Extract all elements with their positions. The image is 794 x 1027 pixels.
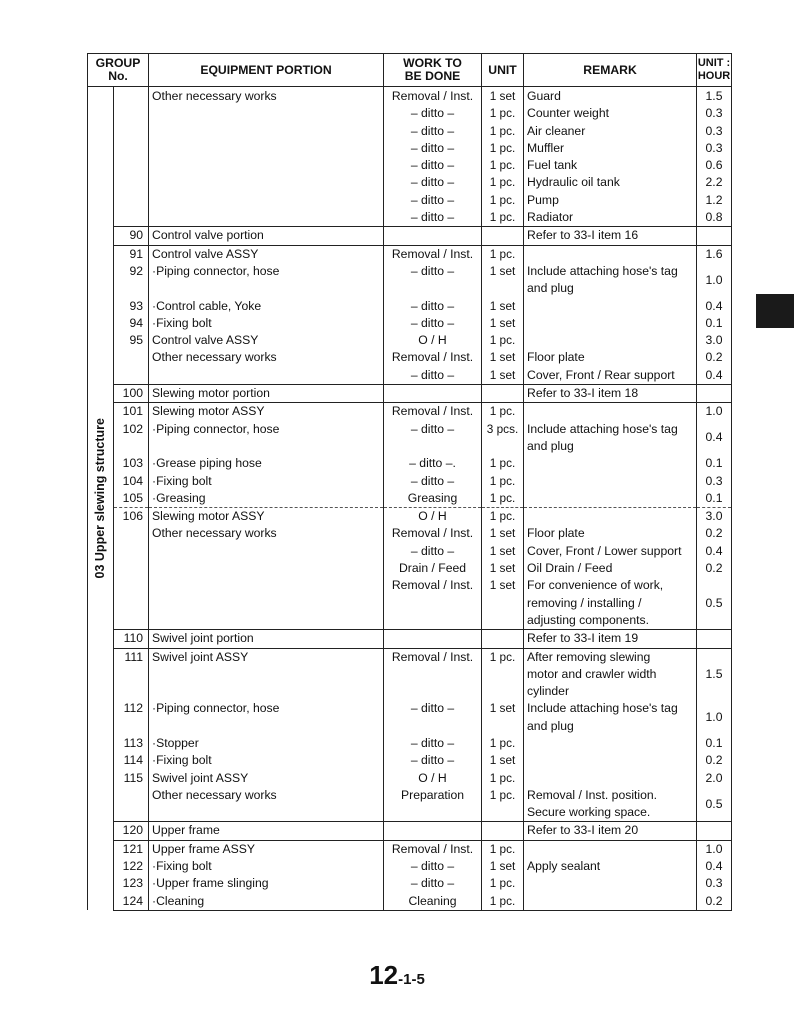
unit-cell: 1 pc. (482, 332, 524, 349)
remark-cell (524, 508, 697, 526)
row-number: 123 (114, 875, 149, 892)
unit-hour-cell (697, 630, 732, 648)
table-row (88, 349, 732, 366)
table-row (88, 525, 732, 542)
row-number (114, 140, 149, 157)
equipment-portion-cell: Other necessary works (149, 87, 384, 106)
row-number (114, 787, 149, 822)
row-number: 102 (114, 421, 149, 456)
work-to-be-done-cell: – ditto – (384, 192, 482, 209)
work-to-be-done-cell: – ditto – (384, 752, 482, 769)
unit-hour-cell: 2.2 (697, 174, 732, 191)
equipment-portion-cell: Other necessary works (149, 349, 384, 366)
row-number: 105 (114, 490, 149, 508)
equipment-portion-cell (149, 577, 384, 629)
row-number: 94 (114, 315, 149, 332)
unit-cell: 1 set (482, 263, 524, 298)
equipment-portion-cell: ·Piping connector, hose (149, 700, 384, 735)
work-to-be-done-cell: Removal / Inst. (384, 577, 482, 629)
table-body (88, 87, 732, 911)
unit-hour-cell: 0.2 (697, 893, 732, 911)
work-to-be-done-cell: Removal / Inst. (384, 403, 482, 421)
table-row (88, 508, 732, 526)
unit-hour-cell (697, 822, 732, 840)
row-number: 91 (114, 245, 149, 263)
table-row (88, 298, 732, 315)
work-to-be-done-cell: – ditto – (384, 157, 482, 174)
work-to-be-done-cell: Cleaning (384, 893, 482, 911)
remark-cell (524, 875, 697, 892)
row-number (114, 560, 149, 577)
table-row (88, 700, 732, 735)
table-row (88, 473, 732, 490)
unit-cell: 1 set (482, 367, 524, 385)
equipment-portion-cell: Control valve ASSY (149, 245, 384, 263)
unit-hour-cell: 0.5 (697, 577, 732, 629)
unit-cell: 1 pc. (482, 473, 524, 490)
header-remark-label: REMARK (583, 62, 637, 77)
page-number-sub: -1-5 (398, 971, 425, 988)
remark-cell: Floor plate (524, 349, 697, 366)
table-row (88, 490, 732, 508)
unit-cell (482, 630, 524, 648)
work-to-be-done-cell: – ditto – (384, 735, 482, 752)
work-to-be-done-cell: – ditto – (384, 298, 482, 315)
row-number: 111 (114, 648, 149, 700)
row-number: 113 (114, 735, 149, 752)
table-row (88, 875, 732, 892)
unit-hour-cell: 0.3 (697, 473, 732, 490)
table-row (88, 630, 732, 648)
remark-cell: Radiator (524, 209, 697, 227)
unit-cell: 1 set (482, 577, 524, 629)
unit-hour-cell: 0.3 (697, 875, 732, 892)
work-to-be-done-cell: – ditto – (384, 700, 482, 735)
unit-hour-cell: 0.4 (697, 298, 732, 315)
unit-hour-cell: 0.1 (697, 735, 732, 752)
unit-cell: 1 pc. (482, 140, 524, 157)
work-to-be-done-cell: – ditto – (384, 875, 482, 892)
table-row (88, 543, 732, 560)
row-number: 124 (114, 893, 149, 911)
remark-cell (524, 770, 697, 787)
header-group-no (88, 54, 149, 87)
work-to-be-done-cell: – ditto – (384, 105, 482, 122)
equipment-portion-cell: ·Cleaning (149, 893, 384, 911)
equipment-portion-cell: Control valve portion (149, 227, 384, 245)
unit-hour-cell: 0.2 (697, 560, 732, 577)
work-to-be-done-cell: – ditto – (384, 209, 482, 227)
header-unit-label: UNIT (488, 62, 517, 77)
unit-hour-cell: 3.0 (697, 508, 732, 526)
unit-cell: 1 pc. (482, 648, 524, 700)
header-remark (524, 54, 697, 87)
unit-cell: 1 set (482, 752, 524, 769)
remark-cell (524, 455, 697, 472)
unit-cell (482, 227, 524, 245)
header-group-label: GROUP No. (95, 56, 141, 83)
equipment-portion-cell: ·Fixing bolt (149, 752, 384, 769)
unit-hour-cell: 0.4 (697, 858, 732, 875)
work-to-be-done-cell: Greasing (384, 490, 482, 508)
unit-cell: 1 set (482, 560, 524, 577)
table-row (88, 315, 732, 332)
equipment-portion-cell (149, 192, 384, 209)
header-unit-hour (697, 54, 732, 87)
work-to-be-done-cell: – ditto – (384, 263, 482, 298)
equipment-portion-cell (149, 105, 384, 122)
row-number (114, 192, 149, 209)
unit-cell: 1 pc. (482, 192, 524, 209)
equipment-portion-cell (149, 123, 384, 140)
table-row (88, 87, 732, 106)
unit-hour-cell: 1.0 (697, 840, 732, 858)
equipment-portion-cell: Slewing motor portion (149, 385, 384, 403)
unit-cell: 1 pc. (482, 840, 524, 858)
equipment-portion-cell: ·Grease piping hose (149, 455, 384, 472)
work-hours-sheet (87, 53, 731, 911)
row-number (114, 525, 149, 542)
work-to-be-done-cell: – ditto – (384, 315, 482, 332)
table-row (88, 840, 732, 858)
equipment-portion-cell: Swivel joint ASSY (149, 648, 384, 700)
header-hour-label: UNIT : HOUR (697, 57, 731, 82)
remark-cell: Fuel tank (524, 157, 697, 174)
unit-cell: 1 pc. (482, 245, 524, 263)
table-row (88, 648, 732, 700)
row-number: 90 (114, 227, 149, 245)
row-number (114, 105, 149, 122)
row-number (114, 577, 149, 629)
equipment-portion-cell: Swivel joint ASSY (149, 770, 384, 787)
table-row (88, 858, 732, 875)
equipment-portion-cell: ·Piping connector, hose (149, 421, 384, 456)
work-to-be-done-cell: Removal / Inst. (384, 349, 482, 366)
unit-hour-cell (697, 385, 732, 403)
remark-cell (524, 332, 697, 349)
unit-hour-cell (697, 227, 732, 245)
remark-cell: Floor plate (524, 525, 697, 542)
table-row (88, 209, 732, 227)
unit-cell: 1 pc. (482, 787, 524, 822)
unit-hour-cell: 1.0 (697, 403, 732, 421)
work-to-be-done-cell: – ditto – (384, 367, 482, 385)
table-row (88, 577, 732, 629)
unit-hour-cell: 0.4 (697, 367, 732, 385)
unit-hour-cell: 0.2 (697, 752, 732, 769)
unit-cell: 1 pc. (482, 893, 524, 911)
work-to-be-done-cell: Preparation (384, 787, 482, 822)
table-row (88, 735, 732, 752)
unit-hour-cell: 1.0 (697, 700, 732, 735)
table-row (88, 403, 732, 421)
remark-cell: Muffler (524, 140, 697, 157)
remark-cell: For convenience of work, removing / installing / adjusting components. (524, 577, 697, 629)
header-equipment-label: EQUIPMENT PORTION (200, 62, 332, 77)
remark-cell: Include attaching hose's tag and plug (524, 700, 697, 735)
equipment-portion-cell: Upper frame (149, 822, 384, 840)
row-number: 103 (114, 455, 149, 472)
remark-cell: Refer to 33-I item 18 (524, 385, 697, 403)
row-number: 92 (114, 263, 149, 298)
row-number: 120 (114, 822, 149, 840)
unit-hour-cell: 0.5 (697, 787, 732, 822)
remark-cell: Include attaching hose's tag and plug (524, 421, 697, 456)
equipment-portion-cell: Slewing motor ASSY (149, 508, 384, 526)
unit-cell: 1 pc. (482, 735, 524, 752)
unit-cell: 1 set (482, 349, 524, 366)
unit-cell: 1 pc. (482, 123, 524, 140)
unit-hour-cell: 1.5 (697, 87, 732, 106)
unit-hour-cell: 0.8 (697, 209, 732, 227)
work-to-be-done-cell: O / H (384, 508, 482, 526)
unit-cell: 1 set (482, 315, 524, 332)
remark-cell: Apply sealant (524, 858, 697, 875)
unit-cell: 1 pc. (482, 174, 524, 191)
row-number: 93 (114, 298, 149, 315)
equipment-portion-cell (149, 174, 384, 191)
unit-hour-cell: 0.3 (697, 140, 732, 157)
remark-cell: Guard (524, 87, 697, 106)
equipment-portion-cell: ·Fixing bolt (149, 473, 384, 490)
table-row (88, 105, 732, 122)
page-number-main: 12 (369, 960, 399, 990)
table-row (88, 332, 732, 349)
unit-cell: 1 pc. (482, 455, 524, 472)
unit-hour-cell: 0.1 (697, 455, 732, 472)
table-row (88, 157, 732, 174)
unit-cell (482, 822, 524, 840)
work-to-be-done-cell: – ditto – (384, 421, 482, 456)
group-cell (88, 87, 114, 911)
table-row (88, 822, 732, 840)
unit-hour-cell: 0.1 (697, 490, 732, 508)
table-row (88, 421, 732, 456)
unit-hour-cell: 2.0 (697, 770, 732, 787)
equipment-portion-cell: ·Stopper (149, 735, 384, 752)
remark-cell (524, 490, 697, 508)
table-row (88, 192, 732, 209)
remark-cell (524, 893, 697, 911)
unit-cell: 1 pc. (482, 490, 524, 508)
row-number (114, 123, 149, 140)
unit-cell: 3 pcs. (482, 421, 524, 456)
equipment-portion-cell: ·Control cable, Yoke (149, 298, 384, 315)
remark-cell (524, 473, 697, 490)
equipment-portion-cell: ·Fixing bolt (149, 858, 384, 875)
work-to-be-done-cell: Removal / Inst. (384, 245, 482, 263)
work-to-be-done-cell: O / H (384, 770, 482, 787)
table-row (88, 367, 732, 385)
remark-cell (524, 298, 697, 315)
row-number (114, 209, 149, 227)
work-to-be-done-cell (384, 630, 482, 648)
equipment-portion-cell: Upper frame ASSY (149, 840, 384, 858)
remark-cell: Cover, Front / Rear support (524, 367, 697, 385)
remark-cell (524, 315, 697, 332)
unit-hour-cell: 1.6 (697, 245, 732, 263)
header-unit (482, 54, 524, 87)
table-row (88, 893, 732, 911)
remark-cell: Hydraulic oil tank (524, 174, 697, 191)
equipment-portion-cell: Other necessary works (149, 525, 384, 542)
row-number: 100 (114, 385, 149, 403)
work-to-be-done-cell: – ditto – (384, 858, 482, 875)
unit-cell: 1 pc. (482, 875, 524, 892)
remark-cell: Counter weight (524, 105, 697, 122)
equipment-portion-cell: ·Greasing (149, 490, 384, 508)
header-equipment-portion (149, 54, 384, 87)
remark-cell: Air cleaner (524, 123, 697, 140)
row-number: 95 (114, 332, 149, 349)
remark-cell: Pump (524, 192, 697, 209)
table-row (88, 140, 732, 157)
table-row (88, 787, 732, 822)
equipment-portion-cell: ·Upper frame slinging (149, 875, 384, 892)
equipment-portion-cell: ·Piping connector, hose (149, 263, 384, 298)
remark-cell (524, 403, 697, 421)
work-to-be-done-cell (384, 822, 482, 840)
work-to-be-done-cell: Removal / Inst. (384, 87, 482, 106)
row-number: 110 (114, 630, 149, 648)
unit-cell (482, 385, 524, 403)
work-to-be-done-cell: Removal / Inst. (384, 840, 482, 858)
unit-hour-cell: 1.5 (697, 648, 732, 700)
remark-cell (524, 245, 697, 263)
row-number: 122 (114, 858, 149, 875)
work-to-be-done-cell: Drain / Feed (384, 560, 482, 577)
table-row (88, 245, 732, 263)
unit-hour-cell: 0.3 (697, 105, 732, 122)
table-row (88, 455, 732, 472)
remark-cell: Oil Drain / Feed (524, 560, 697, 577)
work-to-be-done-cell: – ditto –. (384, 455, 482, 472)
header-work-to-be-done (384, 54, 482, 87)
row-number (114, 367, 149, 385)
table-row (88, 770, 732, 787)
row-number (114, 543, 149, 560)
row-number: 114 (114, 752, 149, 769)
unit-hour-cell: 0.3 (697, 123, 732, 140)
equipment-portion-cell: Slewing motor ASSY (149, 403, 384, 421)
section-tab-marker (756, 294, 794, 328)
remark-cell (524, 735, 697, 752)
header-work-label: WORK TO BE DONE (403, 56, 462, 83)
table-row (88, 560, 732, 577)
work-to-be-done-cell: – ditto – (384, 543, 482, 560)
unit-cell: 1 set (482, 525, 524, 542)
unit-cell: 1 set (482, 700, 524, 735)
equipment-portion-cell (149, 157, 384, 174)
remark-cell: Removal / Inst. position. Secure working space. (524, 787, 697, 822)
equipment-portion-cell: Other necessary works (149, 787, 384, 822)
unit-hour-cell: 0.2 (697, 349, 732, 366)
unit-hour-cell: 3.0 (697, 332, 732, 349)
work-to-be-done-cell: – ditto – (384, 174, 482, 191)
table-row (88, 263, 732, 298)
row-number: 115 (114, 770, 149, 787)
equipment-portion-cell: Control valve ASSY (149, 332, 384, 349)
unit-hour-cell: 0.4 (697, 543, 732, 560)
table-row (88, 174, 732, 191)
work-to-be-done-cell: Removal / Inst. (384, 648, 482, 700)
equipment-portion-cell (149, 367, 384, 385)
row-number: 101 (114, 403, 149, 421)
unit-hour-cell: 0.2 (697, 525, 732, 542)
unit-hour-cell: 1.0 (697, 263, 732, 298)
unit-cell: 1 pc. (482, 403, 524, 421)
work-to-be-done-cell: Removal / Inst. (384, 525, 482, 542)
work-to-be-done-cell: – ditto – (384, 473, 482, 490)
unit-hour-cell: 0.1 (697, 315, 732, 332)
unit-cell: 1 pc. (482, 105, 524, 122)
unit-cell: 1 pc. (482, 209, 524, 227)
equipment-portion-cell: Swivel joint portion (149, 630, 384, 648)
table-row (88, 385, 732, 403)
table-row (88, 752, 732, 769)
remark-cell: Refer to 33-I item 19 (524, 630, 697, 648)
unit-cell: 1 set (482, 543, 524, 560)
unit-hour-cell: 0.6 (697, 157, 732, 174)
equipment-portion-cell (149, 560, 384, 577)
work-to-be-done-cell (384, 227, 482, 245)
table-row (88, 123, 732, 140)
remark-cell: Refer to 33-I item 16 (524, 227, 697, 245)
row-number (114, 349, 149, 366)
unit-cell: 1 set (482, 87, 524, 106)
work-hours-table (87, 53, 732, 911)
remark-cell: Cover, Front / Lower support (524, 543, 697, 560)
table-row (88, 227, 732, 245)
row-number (114, 174, 149, 191)
row-number: 104 (114, 473, 149, 490)
remark-cell: After removing slewing motor and crawler width cylinder (524, 648, 697, 700)
unit-hour-cell: 1.2 (697, 192, 732, 209)
table-header-row (88, 54, 732, 87)
work-to-be-done-cell: O / H (384, 332, 482, 349)
unit-cell: 1 pc. (482, 157, 524, 174)
equipment-portion-cell: ·Fixing bolt (149, 315, 384, 332)
row-number (114, 157, 149, 174)
equipment-portion-cell (149, 209, 384, 227)
page-number (0, 960, 794, 991)
remark-cell (524, 840, 697, 858)
row-number: 121 (114, 840, 149, 858)
unit-cell: 1 pc. (482, 508, 524, 526)
equipment-portion-cell (149, 543, 384, 560)
unit-cell: 1 set (482, 298, 524, 315)
remark-cell: Refer to 33-I item 20 (524, 822, 697, 840)
unit-cell: 1 pc. (482, 770, 524, 787)
unit-cell: 1 set (482, 858, 524, 875)
remark-cell: Include attaching hose's tag and plug (524, 263, 697, 298)
work-to-be-done-cell: – ditto – (384, 123, 482, 140)
row-number: 112 (114, 700, 149, 735)
work-to-be-done-cell (384, 385, 482, 403)
equipment-portion-cell (149, 140, 384, 157)
group-label: 03 Upper slewing structure (92, 418, 107, 579)
row-number: 106 (114, 508, 149, 526)
row-number (114, 87, 149, 106)
unit-hour-cell: 0.4 (697, 421, 732, 456)
remark-cell (524, 752, 697, 769)
work-to-be-done-cell: – ditto – (384, 140, 482, 157)
